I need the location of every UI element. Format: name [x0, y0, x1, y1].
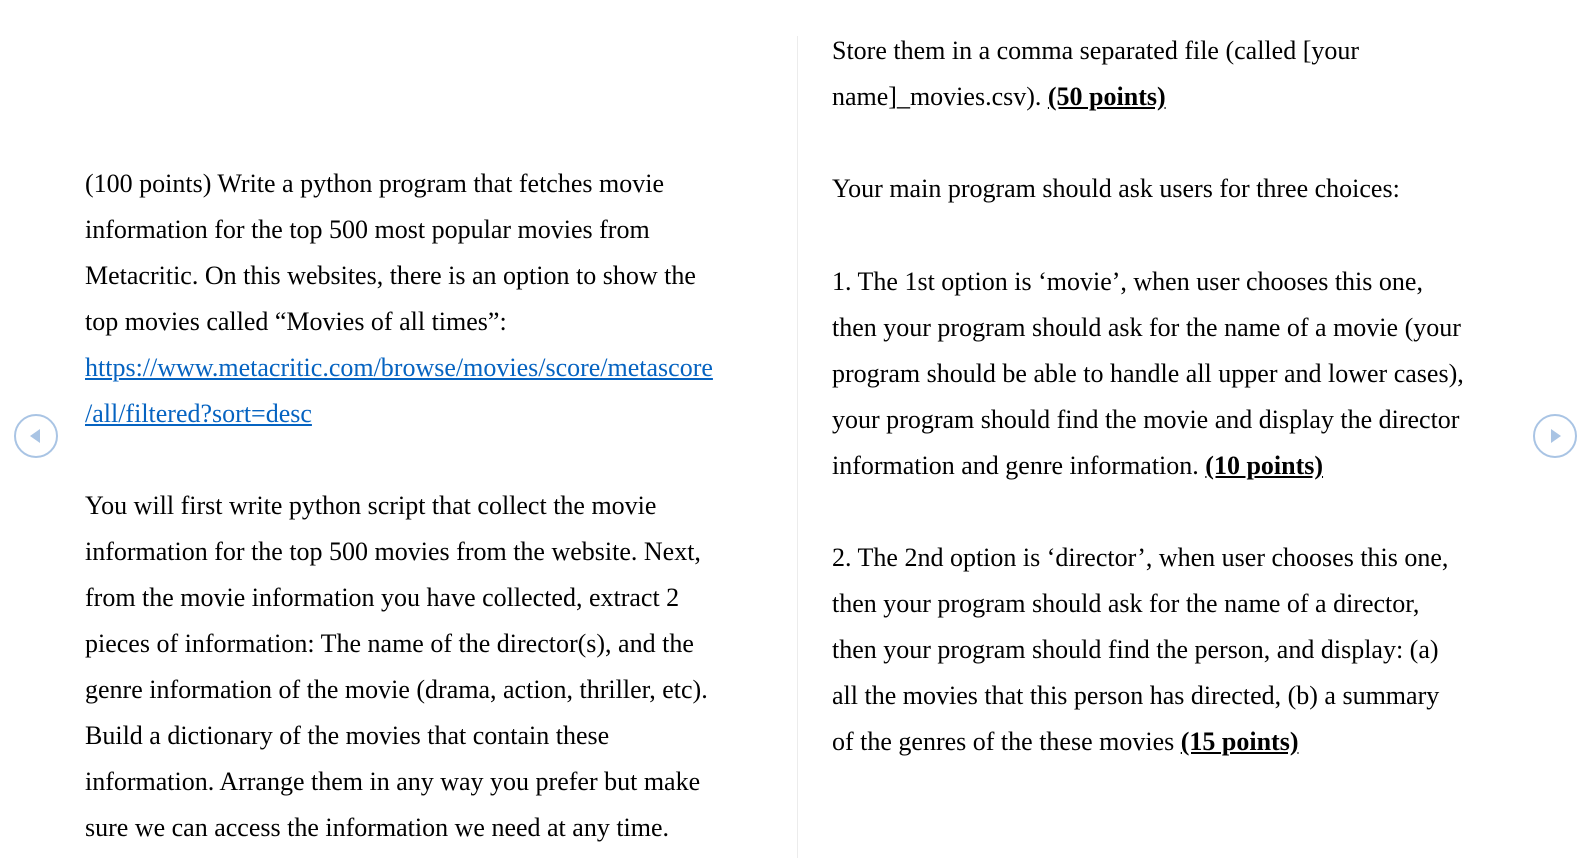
chevron-left-icon — [16, 416, 56, 456]
metacritic-link[interactable]: https://www.metacritic.com/browse/movies/score/metascore — [85, 353, 713, 382]
text-line — [832, 451, 1323, 481]
text-line: 2. The 2nd option is ‘director’, when user chooses this one, — [832, 543, 1449, 572]
text-line — [832, 727, 1298, 757]
text-line — [832, 82, 1166, 112]
text-line: then your program should find the person, and display: (a) — [832, 635, 1439, 664]
metacritic-link-continued[interactable]: /all/filtered?sort=desc — [85, 399, 312, 428]
text-span: information and genre information. — [832, 451, 1206, 480]
text-line: program should be able to handle all upper and lower cases), — [832, 359, 1464, 388]
text-line: information for the top 500 most popular movies from — [85, 215, 650, 244]
points-label: (15 points) — [1180, 727, 1299, 756]
points-label: (10 points) — [1205, 451, 1324, 480]
text-line: sure we can access the information we need at any time. — [85, 813, 670, 842]
text-line: Build a dictionary of the movies that contain these — [85, 721, 610, 750]
text-span: name]_movies.csv). — [832, 82, 1048, 111]
text-line: 1. The 1st option is ‘movie’, when user chooses this one, — [832, 267, 1423, 296]
text-line: Metacritic. On this websites, there is an option to show the — [85, 261, 696, 290]
text-line: Store them in a comma separated file (called [your — [832, 36, 1360, 65]
text-line: pieces of information: The name of the director(s), and the — [85, 629, 694, 658]
text-line: then your program should ask for the name of a movie (your — [832, 313, 1461, 342]
text-line: Your main program should ask users for three choices: — [832, 174, 1400, 203]
points-label: (50 points) — [1047, 82, 1166, 111]
text-line: all the movies that this person has directed, (b) a summary — [832, 681, 1440, 710]
text-line: information. Arrange them in any way you prefer but make — [85, 767, 701, 796]
text-line: from the movie information you have collected, extract 2 — [85, 583, 680, 612]
text-span: of the genres of the these movies — [832, 727, 1181, 756]
page-divider — [797, 36, 798, 858]
chevron-right-icon — [1535, 416, 1575, 456]
previous-page-button[interactable] — [14, 414, 58, 458]
text-line: You will first write python script that collect the movie — [85, 491, 657, 520]
text-line: (100 points) Write a python program that fetches movie — [85, 169, 664, 198]
next-page-button[interactable] — [1533, 414, 1577, 458]
text-line: genre information of the movie (drama, action, thriller, etc). — [85, 675, 708, 704]
text-line: top movies called “Movies of all times”: — [85, 307, 507, 336]
text-line: information for the top 500 movies from the website. Next, — [85, 537, 701, 566]
text-line: your program should find the movie and display the director — [832, 405, 1460, 434]
text-line: then your program should ask for the name of a director, — [832, 589, 1420, 618]
